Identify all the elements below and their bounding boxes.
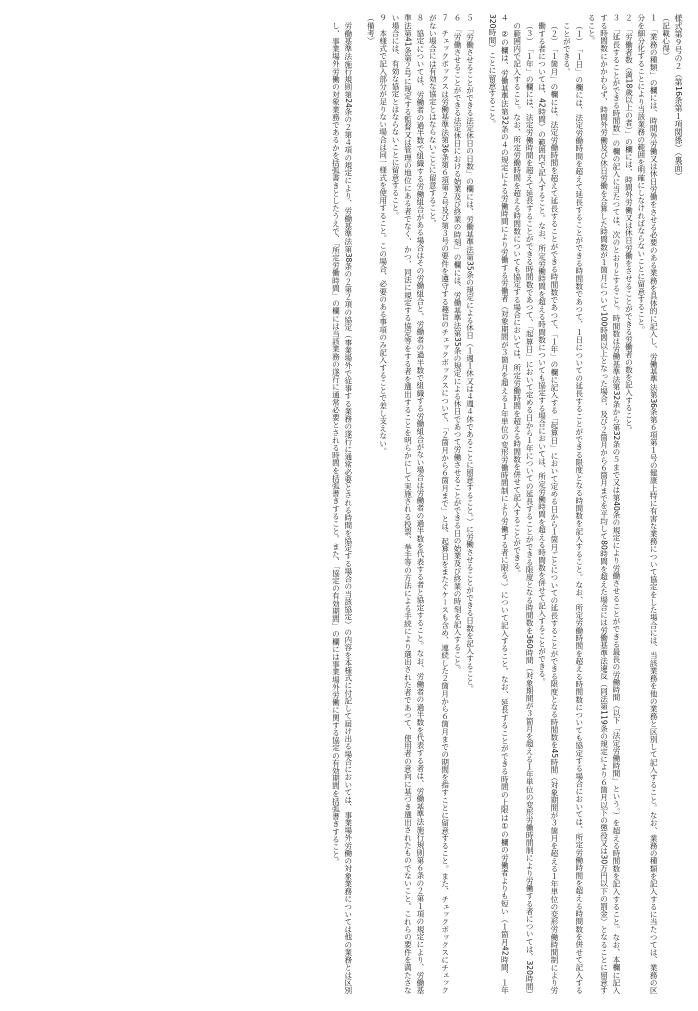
note-item-2 xyxy=(622,14,634,994)
note-number: ８ xyxy=(415,14,425,22)
note-subitem-3-3 xyxy=(510,22,535,994)
note-item-9 xyxy=(376,14,388,994)
note-number: ３ xyxy=(611,14,621,22)
form-title: 様式第９号の２（第16条第１項関係）（裏面） xyxy=(674,14,683,181)
note-subitem-3-2 xyxy=(535,22,560,994)
note-item-3 xyxy=(585,14,622,994)
note-text: 「労働させることができる法定休日の日数」の欄には、労働基準法第35条の規定による休日（１週１休又は４週４休であることに留意すること。）に労働させることができる日数を記入すること。 xyxy=(465,29,475,693)
note-number: ６ xyxy=(453,14,463,22)
note-text: ②の欄は、労働基準法第32条の４の規定による労働時間により労働する労働者（対象期間が３箇月を超える１年単位の変形労働時間制により労働する者に限る。）について記入すること。なお、延長することができる時間の上限は①の欄の労働者よりも短い（１箇月42時間、１年320時間）ことに留意すること。 xyxy=(487,14,510,994)
note-number: ５ xyxy=(465,14,475,22)
note-text: 「労働させることができる法定休日における始業及び終業の時刻」の欄には、労働基準法第35条の規定による休日であつて労働させることができる日の始業及び終業の時刻を記入すること。 xyxy=(453,29,463,674)
document-body xyxy=(14,14,684,994)
note-number: （１） xyxy=(574,22,584,42)
remarks-text: 労働基準法施行規則第24条の２第４項の規定により、労働基準法第38条の２第２項の協定（事業場外で従事する業務の遂行に通常必要とされる時間を協定する場合の当該協定）の内容を本様式に付記して届け出る場合においては、事業場外労働の対象業務については他の業務とは区別し、事業場外労働の対象業務であるかを括弧書きとしたうえで、「所定労働時間」の欄には当該業務の遂行に通常必要とされる時間を括弧書きすること。また、「協定の有効期間」の欄には事業場外労働に関する協定の有効期間を括弧書きすること。 xyxy=(331,22,353,994)
note-item-7 xyxy=(426,14,451,994)
note-number: ９ xyxy=(378,14,388,22)
note-item-6 xyxy=(451,14,463,994)
note-text: 「１箇月」の欄には、法定労働時間を超えて延長することができる時間数であつて、「１年」の欄に記入する「起算日」において定める日から１箇月ごとについての延長することができる限度となる時間数を45時間（対象期間が３箇月を超える１年単位の変形労働時間制により労働する者については、42時間）の範囲内で記入すること。なお、所定労働時間を超える時間数についても協定する場合においては、所定労働時間を超える時間数を併せて記入することができる。 xyxy=(537,22,559,994)
note-text: 「業務の種類」の欄には、時間外労働又は休日労働をさせる必要のある業務を具体的に記入し、労働基準法第36条第６項第１号の健康上特に有害な業務について協定をした場合には、当該業務を他の業務と区別して記入すること。なお、業務の種類を記入するに当たつては、業務の区分を細分化することにより当該業務の範囲を明確にしなければならないことに留意すること。 xyxy=(636,14,659,994)
note-number: （２） xyxy=(549,22,559,42)
note-number: １ xyxy=(649,14,659,22)
note-subitem-3-1 xyxy=(560,22,585,994)
note-item-4 xyxy=(486,14,511,994)
note-number: ４ xyxy=(500,14,510,22)
remarks-heading: （備考） xyxy=(366,14,376,45)
note-number: （３） xyxy=(525,22,535,42)
note-number: ２ xyxy=(624,14,634,22)
note-text: チェックボックスは労働基準法第36条第６項第２号及び第３号の要件を遵守する趣旨のチェックボックスについて、「２箇月から６箇月まで」とは、起算日をまたぐケースも含め、連続した２箇月から６箇月までの期間を指すことに留意すること。また、チェックボックスにチェックがない場合には有効な協定とはならないことに留意すること。 xyxy=(428,14,450,994)
note-item-5 xyxy=(463,14,475,994)
note-text: 「労働者数（満18歳以上の者）」の欄には、時間外労働又は休日労働をさせることができる労働者の数を記入すること。 xyxy=(624,29,634,435)
note-text: 「１日」の欄には、法定労働時間を超えて延長することができる時間数であつて、１日についての延長することができる限度となる時間数を記入すること。なお、所定労働時間を超える時間数についても協定する場合においては、所定労働時間を超える時間数を併せて記入することができる。 xyxy=(562,22,584,994)
note-text: 協定については、労働者の過半数で組織する労働組合がある場合はその労働組合と、労働者の過半数で組織する労働組合がない場合は労働者の過半数を代表する者と協定すること。なお、労働者の過半数を代表する者は、労働基準法施行規則第６条の２第１項の規定により、労働基準法第41条第２号に規定する監督又は管理の地位にある者でなく、かつ、同法に規定する協定等をする者を選出することを明らかにして実施される投票、挙手等の方法による手続により選出された者であつて、使用者の意向に基づき選出されたものでないこと。これらの要件を満たさない場合には、有効な協定とはならないことに留意すること。 xyxy=(391,14,425,994)
note-item-1 xyxy=(634,14,659,994)
note-text: 「１年」の欄には、法定労働時間を超えて延長することができる時間数であつて、「起算日」において定める日から１年についての延長することができる限度となる時間数を360時間（対象期間が３箇月を超える１年単位の変形労働時間制により労働する者については、320時間）の範囲内で記入すること。なお、所定労働時間を超える時間数についても協定する場合においては、所定労働時間を超える時間数を併せて記入することができる。 xyxy=(512,22,535,994)
note-number: ７ xyxy=(440,14,450,22)
notes-heading: （記載心得） xyxy=(661,14,671,60)
note-text: 本様式で記入部分が足りない場合は同一様式を使用すること。この場合、必要のある事項のみ記入することで差し支えない。 xyxy=(378,29,388,455)
note-item-8 xyxy=(389,14,426,994)
note-text: 「延長することができる時間数」の欄の記入に当たつては、次のとおりとすること。時間数は労働基準法第32条から第32条の５まで又は第40条の規定により労働させることができる最長の労働時間（以下「法定労働時間」という。）を超える時間数を記入すること。なお、本欄に記入する時間数にかかわらず、時間外労働及び休日労働を合算した時間数が１箇月について100時間以上となった場合、及び２箇月から６箇月までを平均して80時間を超えた場合には労働基準法違反（同法第119条の規定により６箇月以下の懲役又は30万円以下の罰金）となることに留意すること。 xyxy=(587,14,621,994)
